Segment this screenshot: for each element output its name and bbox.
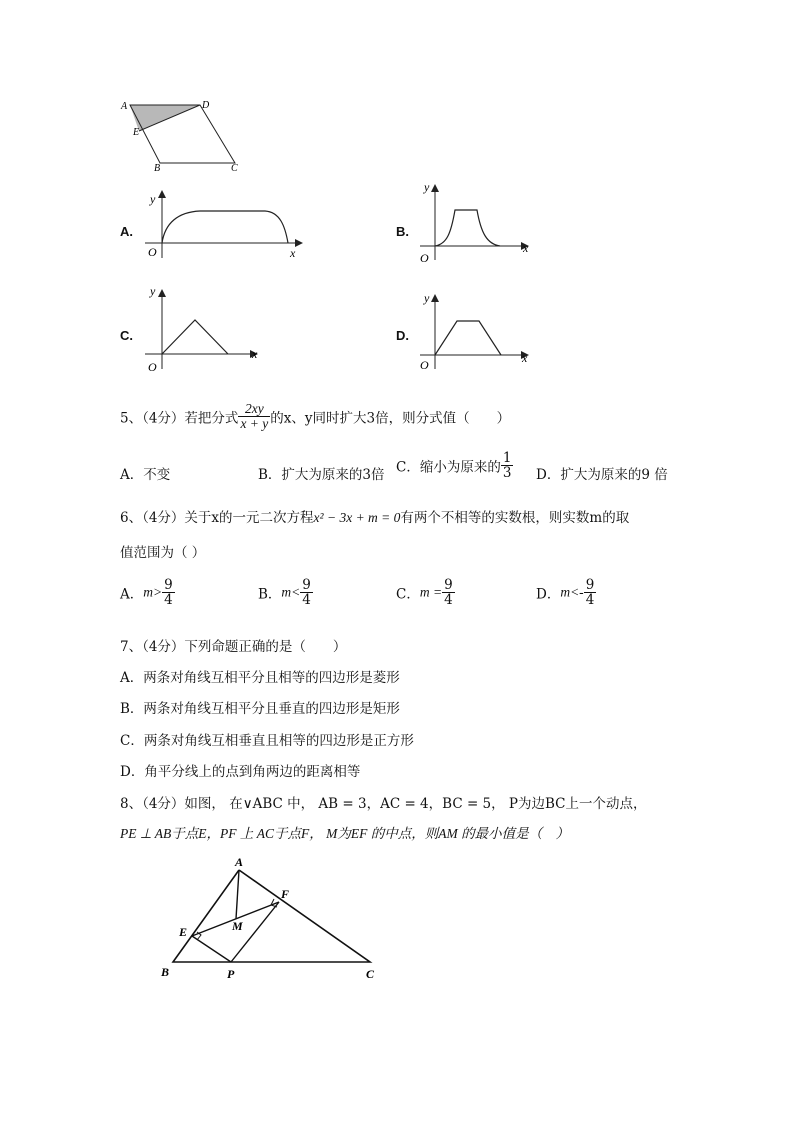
svg-text:x: x — [252, 347, 258, 361]
q5-option-b[interactable]: B．扩大为原来的3倍 — [258, 467, 385, 483]
label-F: F — [281, 887, 290, 901]
svg-text:y: y — [150, 192, 156, 206]
q5-option-c[interactable]: C．缩小为原来的 $\frac{1}{3}$ — [396, 450, 512, 482]
label-P: P — [227, 967, 235, 981]
q5-fraction: $\frac{2xy}{x + y}$ — [240, 401, 269, 432]
q8-stem-line2: PE ⊥ AB于点E，PF 上 AC于点F， M为EF 的中点，则AM 的最小值是（ ） — [120, 826, 570, 841]
q4-option-a-graph — [140, 188, 305, 263]
q5-option-a[interactable]: A．不变 — [120, 467, 171, 483]
q4-option-b-letter: B. — [396, 224, 409, 239]
parallelogram-figure — [115, 95, 255, 180]
label-E: E — [133, 127, 140, 138]
q4-option-c-letter: C. — [120, 328, 133, 343]
q7-option-d[interactable]: D．角平分线上的点到角两边的距离相等 — [120, 764, 361, 780]
svg-text:x: x — [522, 351, 528, 365]
svg-text:x: x — [523, 241, 529, 255]
svg-text:O: O — [420, 358, 429, 372]
label-A: A — [121, 101, 128, 112]
q6-option-c[interactable]: C．m = $\frac{9}{4}$ — [396, 577, 453, 609]
q7-option-a[interactable]: A．两条对角线互相平分且相等的四边形是菱形 — [120, 670, 400, 686]
label-C: C — [366, 967, 375, 981]
svg-text:y: y — [424, 291, 430, 305]
q4-option-b-graph — [415, 178, 535, 268]
svg-text:O: O — [148, 360, 157, 373]
q4-option-c-graph — [140, 283, 265, 373]
label-C: C — [231, 163, 238, 174]
svg-text:O: O — [148, 245, 157, 259]
label-B: B — [161, 965, 170, 979]
q6-stem-line1: 6、（4分）关于x的一元二次方程x² − 3x + m = 0有两个不相等的实数根，则实数m的取 — [120, 510, 630, 526]
q7-stem: 7、（4分）下列命题正确的是（ ） — [120, 639, 347, 655]
q5-stem: 5、（4分）若把分式 $\frac{2xy}{x + y}$ 的x、y同时扩大3倍，则分式值（ ） — [120, 401, 511, 432]
svg-text:x: x — [290, 246, 296, 260]
q7-option-c[interactable]: C．两条对角线互相垂直且相等的四边形是正方形 — [120, 733, 414, 749]
triangle-figure — [155, 850, 390, 985]
label-A: A — [235, 855, 244, 869]
q4-option-d-letter: D. — [396, 328, 409, 343]
q8-stem-line1: 8、（4分）如图， 在∨ABC 中， AB = 3，AC = 4，BC = 5， P为边BC上一个动点， — [120, 796, 647, 812]
q4-option-d-graph — [415, 288, 535, 373]
label-D: D — [202, 100, 210, 111]
svg-text:O: O — [420, 251, 429, 265]
svg-text:y: y — [424, 180, 430, 194]
q6-option-d[interactable]: D．m<- $\frac{9}{4}$ — [536, 577, 595, 609]
q6-stem-line2: 值范围为（ ） — [120, 545, 206, 561]
label-E: E — [179, 925, 188, 939]
label-B: B — [154, 163, 161, 174]
label-M: M — [232, 919, 243, 933]
svg-text:y: y — [150, 284, 156, 298]
q7-option-b[interactable]: B．两条对角线互相平分且垂直的四边形是矩形 — [120, 701, 400, 717]
q4-option-a-letter: A. — [120, 224, 133, 239]
q5-option-d[interactable]: D．扩大为原来的9 倍 — [536, 467, 668, 483]
q6-option-b[interactable]: B．m< $\frac{9}{4}$ — [258, 577, 311, 609]
q6-option-a[interactable]: A．m> $\frac{9}{4}$ — [120, 577, 173, 609]
